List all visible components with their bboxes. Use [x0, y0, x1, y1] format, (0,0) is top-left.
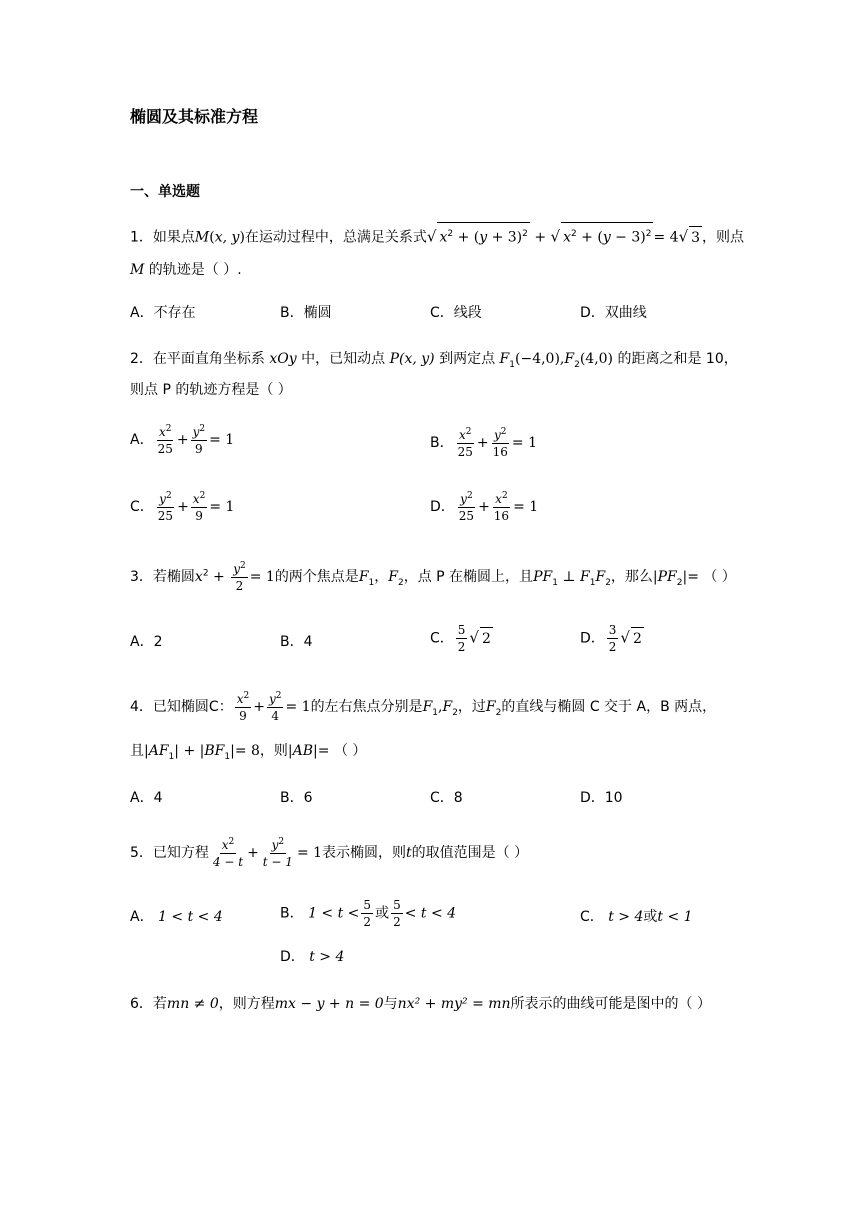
- question-4-line-2: 且$|AF_1| + |BF_1|= 8$，则|AB|= （ ）: [130, 743, 367, 762]
- q4-option-a: A．4: [130, 790, 163, 806]
- q5-option-a: A． 1 < t < 4: [130, 909, 223, 925]
- q4-option-c: C．8: [430, 790, 463, 806]
- radical-expression: $x^2 + (y - 3)^2$: [561, 222, 653, 249]
- question-1: 1．如果点M(x, y)在运动过程中，总满足关系式√ $x^2 + (y + 3)^2$ + √ $x^2 + (y - 3)^2 = 4√$ 3 ，则点: [130, 222, 744, 249]
- q1-option-c: C．线段: [430, 305, 482, 321]
- q3-option-b: B．4: [280, 634, 313, 650]
- question-5: 5．已知方程 $\frac{x^2}{4 - t}$ + $\frac{y^2}{t - 1}$ = 1表示椭圆，则t的取值范围是（ ）: [130, 837, 529, 869]
- question-2: 2．在平面直角坐标系 xOy 中，已知动点 P(x, y) 到两定点 $F_1(-4,0),F_2(4,0)$ 的距离之和是 10，: [130, 351, 738, 370]
- q1-option-b: B．椭圆: [280, 305, 332, 321]
- q2-option-c: C． $\frac{y^2}{25}$ + $\frac{x^2}{9}$ = 1: [130, 491, 235, 523]
- question-3: 3．若椭圆$x^2$ + $\frac{y^2}{2}$ = 1的两个焦点是$F_1$，$F_2$，点 P 在椭圆上，且$PF_1$ ⊥ $F_1F_2$，那么$|PF_2|=$ （ ）: [130, 561, 736, 593]
- q5-option-b: B． 1 < t < $\frac{5}{2}$ 或 $\frac{5}{2}$ < t < 4: [280, 898, 457, 929]
- q2-option-b: B． $\frac{x^2}{25}$ + $\frac{y^2}{16}$ = 1: [430, 427, 537, 459]
- q5-option-c: C． t > 4或t < 1: [580, 909, 693, 925]
- q3-option-a: A．2: [130, 634, 163, 650]
- question-6: 6．若mn ≠ 0，则方程mx − y + n = 0与nx² + my² = mn所表示的曲线可能是图中的（ ）: [130, 996, 711, 1012]
- question-2-line-2: 则点 P 的轨迹方程是（ ）: [130, 382, 292, 398]
- q5-option-d: D． t > 4: [280, 949, 345, 965]
- q2-option-d: D． $\frac{y^2}{25}$ + $\frac{x^2}{16}$ = 1: [430, 491, 539, 523]
- question-4: 4．已知椭圆C： $\frac{x^2}{9}$ + $\frac{y^2}{4}$ = 1的左右焦点分别是$F_1,F_2$，过$F_2$的直线与椭圆 C 交于 A，B 两点，: [130, 691, 717, 723]
- q1-option-d: D．双曲线: [580, 305, 647, 321]
- page-title: 椭圆及其标准方程: [130, 107, 259, 126]
- q4-option-b: B．6: [280, 790, 313, 806]
- radical-expression: $x^2 + (y + 3)^2$: [437, 222, 529, 249]
- question-1-line-2: M 的轨迹是（ ）.: [130, 262, 242, 278]
- q1-option-a: A．不存在: [130, 305, 196, 321]
- q3-option-d: D． $\frac{3}{2}$ √ 2: [580, 623, 642, 654]
- q4-option-d: D．10: [580, 790, 623, 806]
- q2-option-a: A． $\frac{x^2}{25}$ + $\frac{y^2}{9}$ = 1: [130, 424, 235, 456]
- section-heading: 一、单选题: [130, 184, 200, 200]
- q3-option-c: C． $\frac{5}{2}$ √ 2: [430, 623, 491, 654]
